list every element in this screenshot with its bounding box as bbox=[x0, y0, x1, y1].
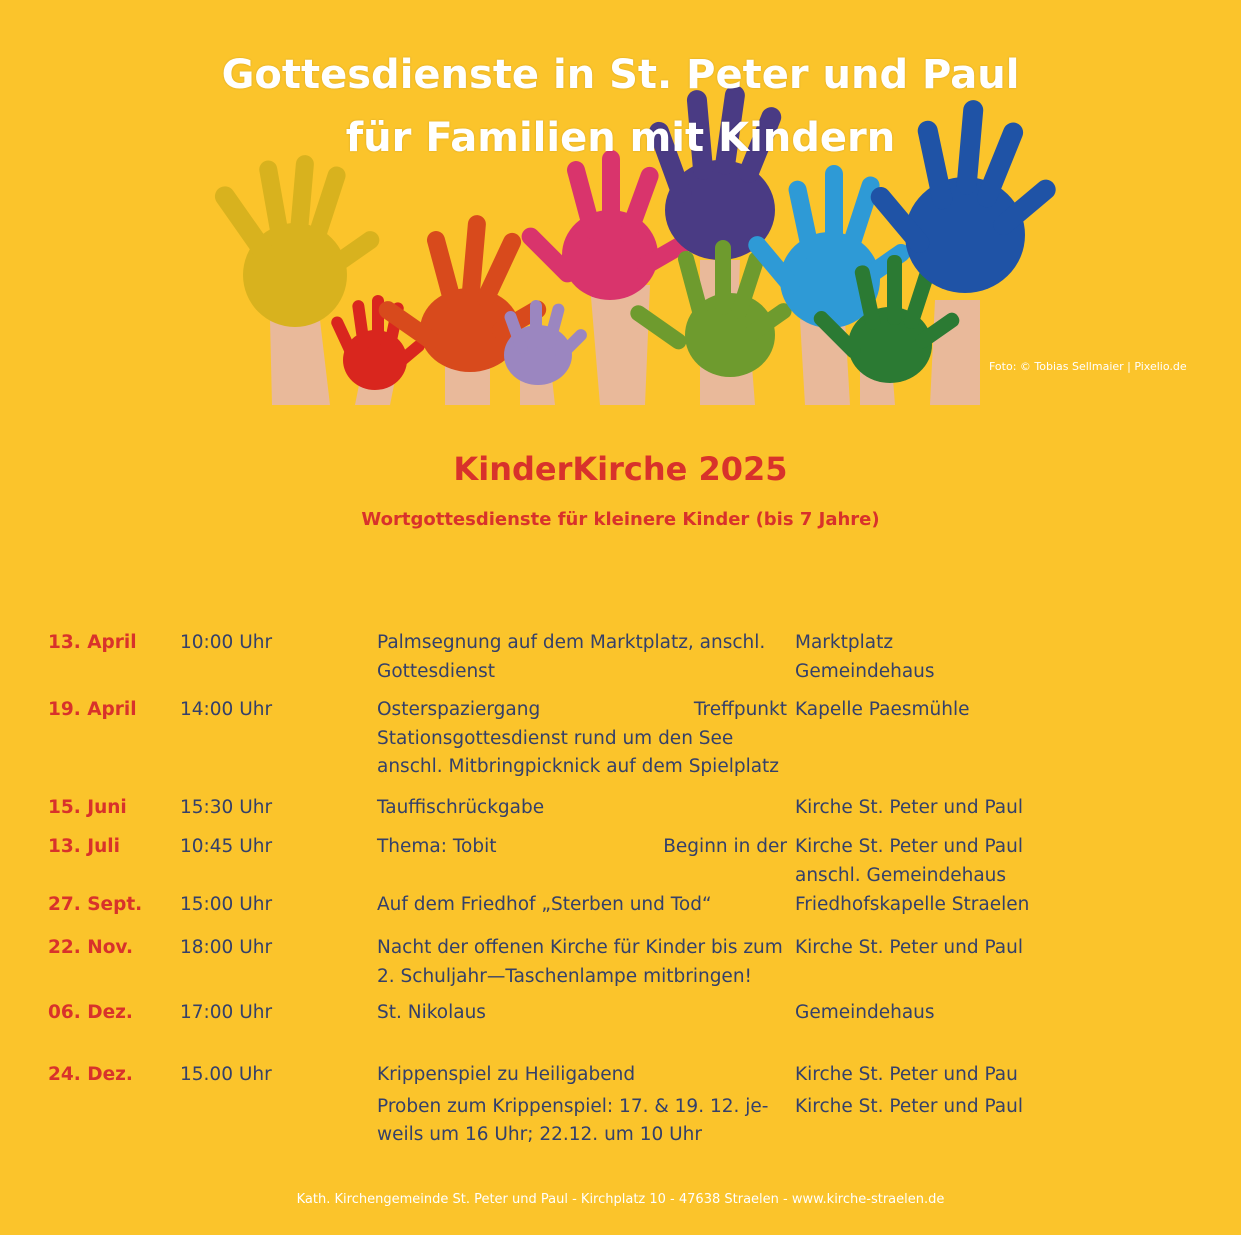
event-description: Auf dem Friedhof „Sterben und Tod“ bbox=[377, 894, 712, 915]
title-line-2: für Familien mit Kindern bbox=[345, 115, 896, 161]
event-date: 24. Dez. bbox=[48, 1064, 133, 1085]
event-description: Nacht der offenen Kirche für Kinder bis zum 2. Schuljahr—Taschenlampe mitbringen! bbox=[377, 937, 783, 987]
event-location: Kirche St. Peter und Paul anschl. Gemeindehaus bbox=[795, 836, 1023, 886]
event-time: 10:45 Uhr bbox=[180, 836, 273, 857]
event-location: Gemeindehaus bbox=[795, 1002, 935, 1023]
event-location: Kirche St. Peter und Paul bbox=[795, 937, 1023, 958]
event-description: Tauffischrückgabe bbox=[377, 797, 545, 818]
event-description: St. Nikolaus bbox=[377, 1002, 486, 1023]
event-time: 10:00 Uhr bbox=[180, 632, 273, 653]
event-time: 18:00 Uhr bbox=[180, 937, 273, 958]
event-location: Kirche St. Peter und Paul bbox=[795, 797, 1023, 818]
event-description: Osterspaziergang Treffpunkt Stationsgottesdienst rund um den See anschl. Mitbringpicknick auf dem Spielplatz bbox=[377, 699, 787, 777]
photo-credit: Foto: © Tobias Sellmaier | Pixelio.de bbox=[989, 360, 1187, 373]
footer-address: Kath. Kirchengemeinde St. Peter und Paul - Kirchplatz 10 - 47638 Straelen - www.kirche-straelen.de bbox=[296, 1192, 945, 1207]
event-date: 13. Juli bbox=[48, 836, 120, 857]
event-time: 17:00 Uhr bbox=[180, 1002, 273, 1023]
event-location: Marktplatz Gemeindehaus bbox=[795, 632, 935, 682]
event-description: Palmsegnung auf dem Marktplatz, anschl. Gottesdienst bbox=[377, 632, 766, 682]
event-time: 15.00 Uhr bbox=[180, 1064, 272, 1085]
red-hand-icon bbox=[329, 295, 427, 390]
page-subtitle: Wortgottesdienste für kleinere Kinder (bis 7 Jahre) bbox=[361, 509, 880, 530]
event-location: Kirche St. Peter und Pau Kirche St. Peter und Paul bbox=[795, 1064, 1023, 1117]
event-time: 15:30 Uhr bbox=[180, 797, 273, 818]
painted-hands-photo bbox=[190, 60, 1070, 405]
event-date: 22. Nov. bbox=[48, 937, 133, 958]
event-location: Friedhofskapelle Straelen bbox=[795, 894, 1030, 915]
event-date: 19. April bbox=[48, 699, 137, 720]
event-date: 13. April bbox=[48, 632, 137, 653]
event-description: Krippenspiel zu Heiligabend Proben zum Krippenspiel: 17. & 19. 12. je- weils um 16 Uhr; 22.12. um 10 Uhr bbox=[377, 1064, 769, 1145]
page-title: KinderKirche 2025 bbox=[453, 450, 788, 488]
event-date: 06. Dez. bbox=[48, 1002, 133, 1023]
event-description: Thema: Tobit Beginn in der bbox=[377, 836, 787, 857]
purple-hand-icon bbox=[646, 84, 784, 260]
event-time: 15:00 Uhr bbox=[180, 894, 273, 915]
event-location: Kapelle Paesmühle bbox=[795, 699, 970, 720]
event-date: 15. Juni bbox=[48, 797, 127, 818]
event-time: 14:00 Uhr bbox=[180, 699, 273, 720]
event-date: 27. Sept. bbox=[48, 894, 143, 915]
title-line-1: Gottesdienste in St. Peter und Paul bbox=[221, 52, 1020, 98]
